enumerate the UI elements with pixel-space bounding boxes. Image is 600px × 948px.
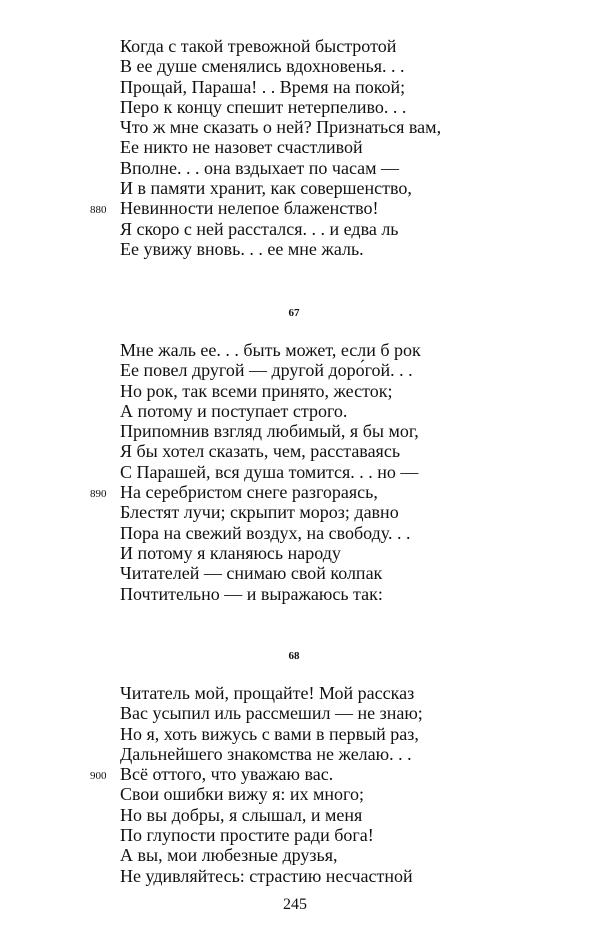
stanza-1 [0, 36, 600, 259]
verse-text: Я скоро с ней расстался. . . и едва ль [120, 218, 399, 239]
verse-line [0, 462, 600, 482]
verse-text: Дальнейшего знакомства не желаю. . . [120, 743, 412, 764]
verse-text: Перо к концу спешит нетерпеливо. . . [120, 96, 407, 117]
verse-text: Блестят лучи; скрыпит мороз; давно [120, 502, 399, 523]
line-number: 900 [90, 770, 107, 783]
verse-text: Мне жаль ее. . . быть может, если б рок [120, 340, 421, 360]
verse-text: На серебристом снеге разгораясь, [120, 482, 378, 503]
verse-line [0, 866, 600, 886]
verse-text: Вас усыпил иль рассмешил — не знаю; [120, 703, 423, 724]
verse-line [0, 805, 600, 825]
verse-text: Прощай, Параша! . . Время на покой; [120, 76, 406, 97]
verse-text: И в памяти хранит, как совершенство, [120, 178, 412, 199]
verse-text: Читателей — снимаю свой колпак [120, 563, 383, 584]
verse-line [0, 683, 600, 703]
verse-line [0, 340, 600, 360]
verse-text: А вы, мои любезные друзья, [120, 845, 338, 866]
verse-line [0, 178, 600, 198]
verse-line [0, 441, 600, 461]
verse-text: Я бы хотел сказать, чем, расставаясь [120, 441, 401, 462]
stanza-68 [0, 683, 600, 886]
verse-text: И потому я кланяюсь народу [120, 542, 341, 563]
stanza-67 [0, 340, 600, 604]
verse-text: В ее душе сменялись вдохновенья. . . [120, 56, 405, 77]
verse-line [0, 825, 600, 845]
stanza-number: 68 [288, 650, 300, 662]
verse-text: Но вы добры, я слышал, и меня [120, 804, 363, 825]
verse-line [0, 421, 600, 441]
verse-line [0, 584, 600, 604]
line-number: 890 [90, 488, 107, 501]
verse-text: Припомнив взгляд любимый, я бы мог, [120, 421, 419, 442]
verse-line [0, 117, 600, 137]
verse-text: Ее повел другой — другой доро́гой. . . [120, 360, 413, 381]
verse-text: Читатель мой, прощайте! Мой рассказ [120, 683, 415, 703]
verse-text: Пора на свежий воздух, на свободу. . . [120, 522, 411, 543]
verse-line [0, 239, 600, 259]
verse-text: По глупости простите ради бога! [120, 825, 374, 846]
verse-text: Вполне. . . она вздыхает по часам — [120, 157, 400, 178]
verse-text: Но я, хоть вижусь с вами в первый раз, [120, 723, 419, 744]
verse-line [0, 502, 600, 522]
verse-line [0, 360, 600, 380]
verse-text: Но рок, так всеми принято, жесток; [120, 380, 393, 401]
verse-text: Невинности нелепое блаженство! [120, 198, 379, 219]
verse-line [0, 137, 600, 157]
verse-line [0, 381, 600, 401]
verse-line [0, 97, 600, 117]
verse-text: С Парашей, вся душа томится. . . но — [120, 461, 419, 482]
verse-line [0, 543, 600, 563]
verse-line [0, 36, 600, 56]
verse-text: Ее увижу вновь. . . ее мне жаль. [120, 238, 364, 259]
line-number: 880 [90, 204, 107, 217]
verse-line [0, 845, 600, 865]
verse-line [0, 401, 600, 421]
verse-line [0, 482, 600, 502]
verse-line [0, 764, 600, 784]
verse-text: Когда с такой тревожной быстротой [120, 36, 397, 56]
verse-text: Не удивляйтесь: страстию несчастной [120, 865, 413, 886]
verse-line [0, 158, 600, 178]
verse-text: Ее никто не назовет счастливой [120, 137, 363, 158]
verse-line [0, 198, 600, 218]
verse-text: Свои ошибки вижу я: их много; [120, 784, 364, 805]
verse-line [0, 744, 600, 764]
verse-line [0, 703, 600, 723]
verse-line [0, 523, 600, 543]
verse-line [0, 563, 600, 583]
verse-line [0, 219, 600, 239]
verse-text: Всё оттого, что уважаю вас. [120, 764, 334, 785]
verse-line [0, 784, 600, 804]
verse-line [0, 56, 600, 76]
verse-text: А потому и поступает строго. [120, 400, 348, 421]
verse-line [0, 724, 600, 744]
verse-text: Что ж мне сказать о ней? Признаться вам, [120, 117, 442, 138]
stanza-number: 67 [288, 307, 300, 319]
verse-line [0, 77, 600, 97]
page-number: 245 [283, 896, 307, 913]
verse-text: Почтительно — и выражаюсь так: [120, 583, 383, 604]
